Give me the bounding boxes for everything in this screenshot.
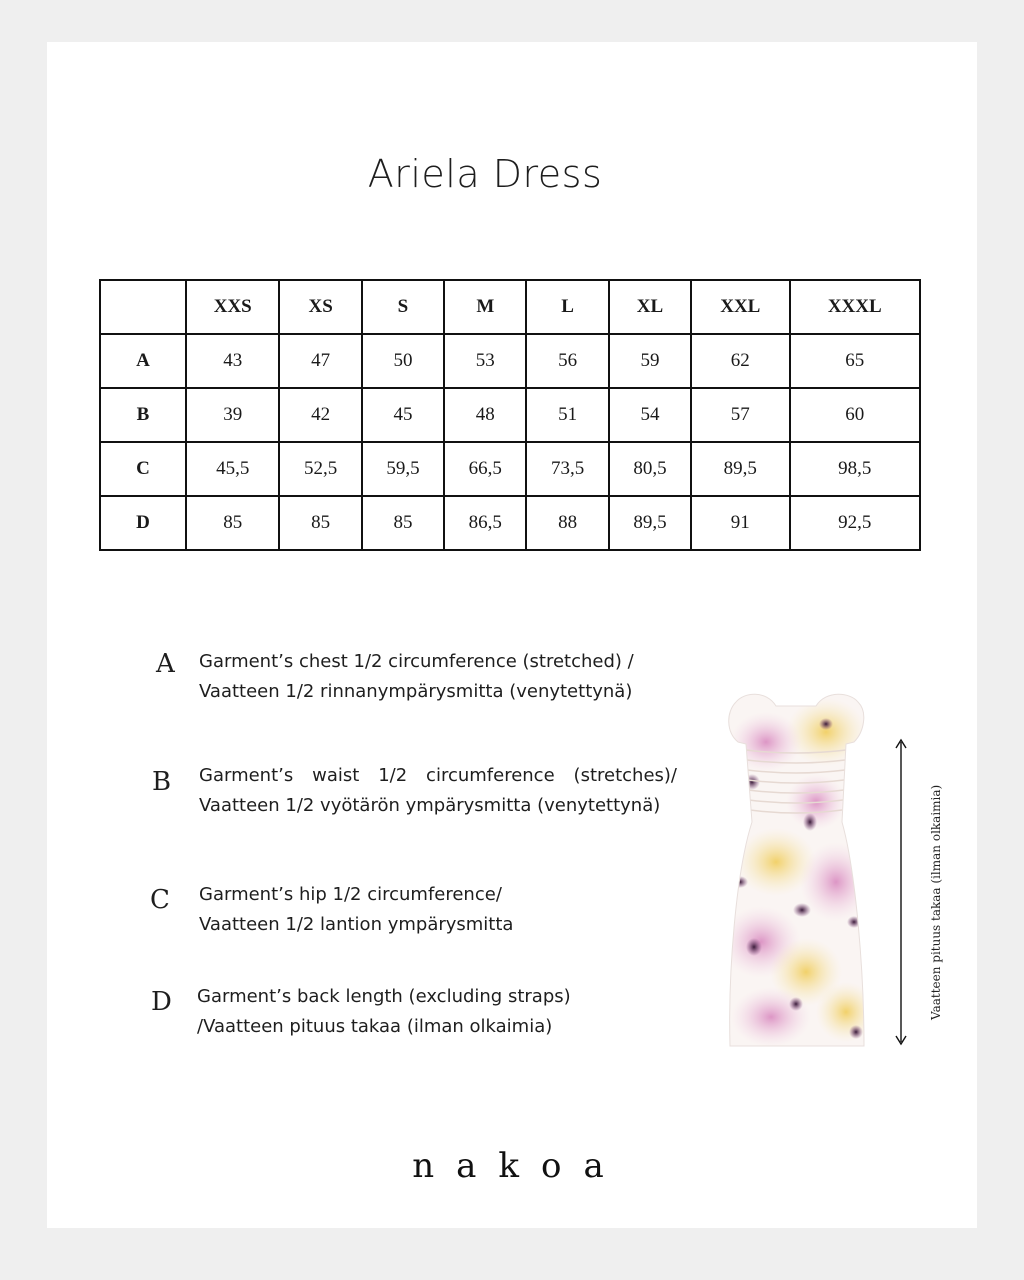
table-cell: 50 [362, 334, 444, 388]
legend-line-fi: Vaatteen 1/2 vyötärön ympärysmitta (venytettynä) [199, 795, 661, 816]
table-cell: 59,5 [362, 442, 444, 496]
legend-word: circumference [426, 765, 555, 786]
table-cell: 60 [790, 388, 921, 442]
row-label: C [100, 442, 186, 496]
legend-letter-a: A [156, 649, 175, 679]
table-cell: 51 [526, 388, 608, 442]
table-cell: 47 [279, 334, 361, 388]
brand-logo: nakoa [412, 1146, 626, 1186]
table-header-cell: L [526, 280, 608, 334]
table-row [100, 388, 920, 442]
row-label: A [100, 334, 186, 388]
table-cell: 57 [691, 388, 789, 442]
legend-line-en: Garment’s chest 1/2 circumference (stretched) / [199, 651, 634, 672]
legend-text-d [197, 982, 675, 1042]
table-cell: 59 [609, 334, 691, 388]
table-header-row [100, 280, 920, 334]
table-cell: 45,5 [186, 442, 279, 496]
table-header-cell: S [362, 280, 444, 334]
legend-line-fi: /Vaatteen pituus takaa (ilman olkaimia) [197, 1016, 553, 1037]
legend-word: waist [312, 765, 360, 786]
table-cell: 39 [186, 388, 279, 442]
table-row [100, 496, 920, 550]
table-header-cell: XXS [186, 280, 279, 334]
length-arrow-icon [894, 738, 908, 1046]
table-cell: 52,5 [279, 442, 361, 496]
table-cell: 56 [526, 334, 608, 388]
table-cell: 65 [790, 334, 921, 388]
legend-letter-d: D [151, 987, 172, 1017]
table-cell: 85 [362, 496, 444, 550]
table-cell: 73,5 [526, 442, 608, 496]
legend-line-en [199, 761, 677, 791]
table-cell: 43 [186, 334, 279, 388]
legend-line-fi: Vaatteen 1/2 rinnanympärysmitta (venytettynä) [199, 681, 633, 702]
table-header-cell: M [444, 280, 526, 334]
table-cell: 53 [444, 334, 526, 388]
legend-text-a [199, 647, 677, 707]
table-cell: 54 [609, 388, 691, 442]
table-header-cell: XS [279, 280, 361, 334]
table-cell: 85 [279, 496, 361, 550]
table-cell: 66,5 [444, 442, 526, 496]
table-cell: 89,5 [609, 496, 691, 550]
row-label: D [100, 496, 186, 550]
legend-word: (stretches)/ [573, 765, 677, 786]
row-label: B [100, 388, 186, 442]
table-cell: 92,5 [790, 496, 921, 550]
legend-letter-c: C [150, 885, 170, 915]
dress-illustration [706, 672, 886, 1056]
table-header-corner [100, 280, 186, 334]
table-cell: 88 [526, 496, 608, 550]
table-cell: 85 [186, 496, 279, 550]
page-title: Ariela Dress [367, 152, 603, 196]
legend-word: Garment’s [199, 765, 294, 786]
table-header-cell: XL [609, 280, 691, 334]
table-header-cell: XXXL [790, 280, 921, 334]
legend-text-b [199, 761, 677, 821]
table-cell: 86,5 [444, 496, 526, 550]
size-table [99, 279, 921, 551]
table-row [100, 442, 920, 496]
table-cell: 98,5 [790, 442, 921, 496]
table-cell: 80,5 [609, 442, 691, 496]
table-cell: 89,5 [691, 442, 789, 496]
legend-line-en: Garment’s back length (excluding straps) [197, 986, 571, 1007]
table-cell: 91 [691, 496, 789, 550]
table-row [100, 334, 920, 388]
table-header-cell: XXL [691, 280, 789, 334]
table-cell: 62 [691, 334, 789, 388]
legend-line-en: Garment’s hip 1/2 circumference/ [199, 884, 502, 905]
legend-line-fi: Vaatteen 1/2 lantion ympärysmitta [199, 914, 514, 935]
table-cell: 48 [444, 388, 526, 442]
length-label: Vaatteen pituus takaa (ilman olkaimia) [929, 784, 943, 1020]
table-cell: 42 [279, 388, 361, 442]
legend-word: 1/2 [378, 765, 408, 786]
legend-letter-b: B [152, 767, 172, 797]
legend-text-c [199, 880, 677, 940]
table-cell: 45 [362, 388, 444, 442]
